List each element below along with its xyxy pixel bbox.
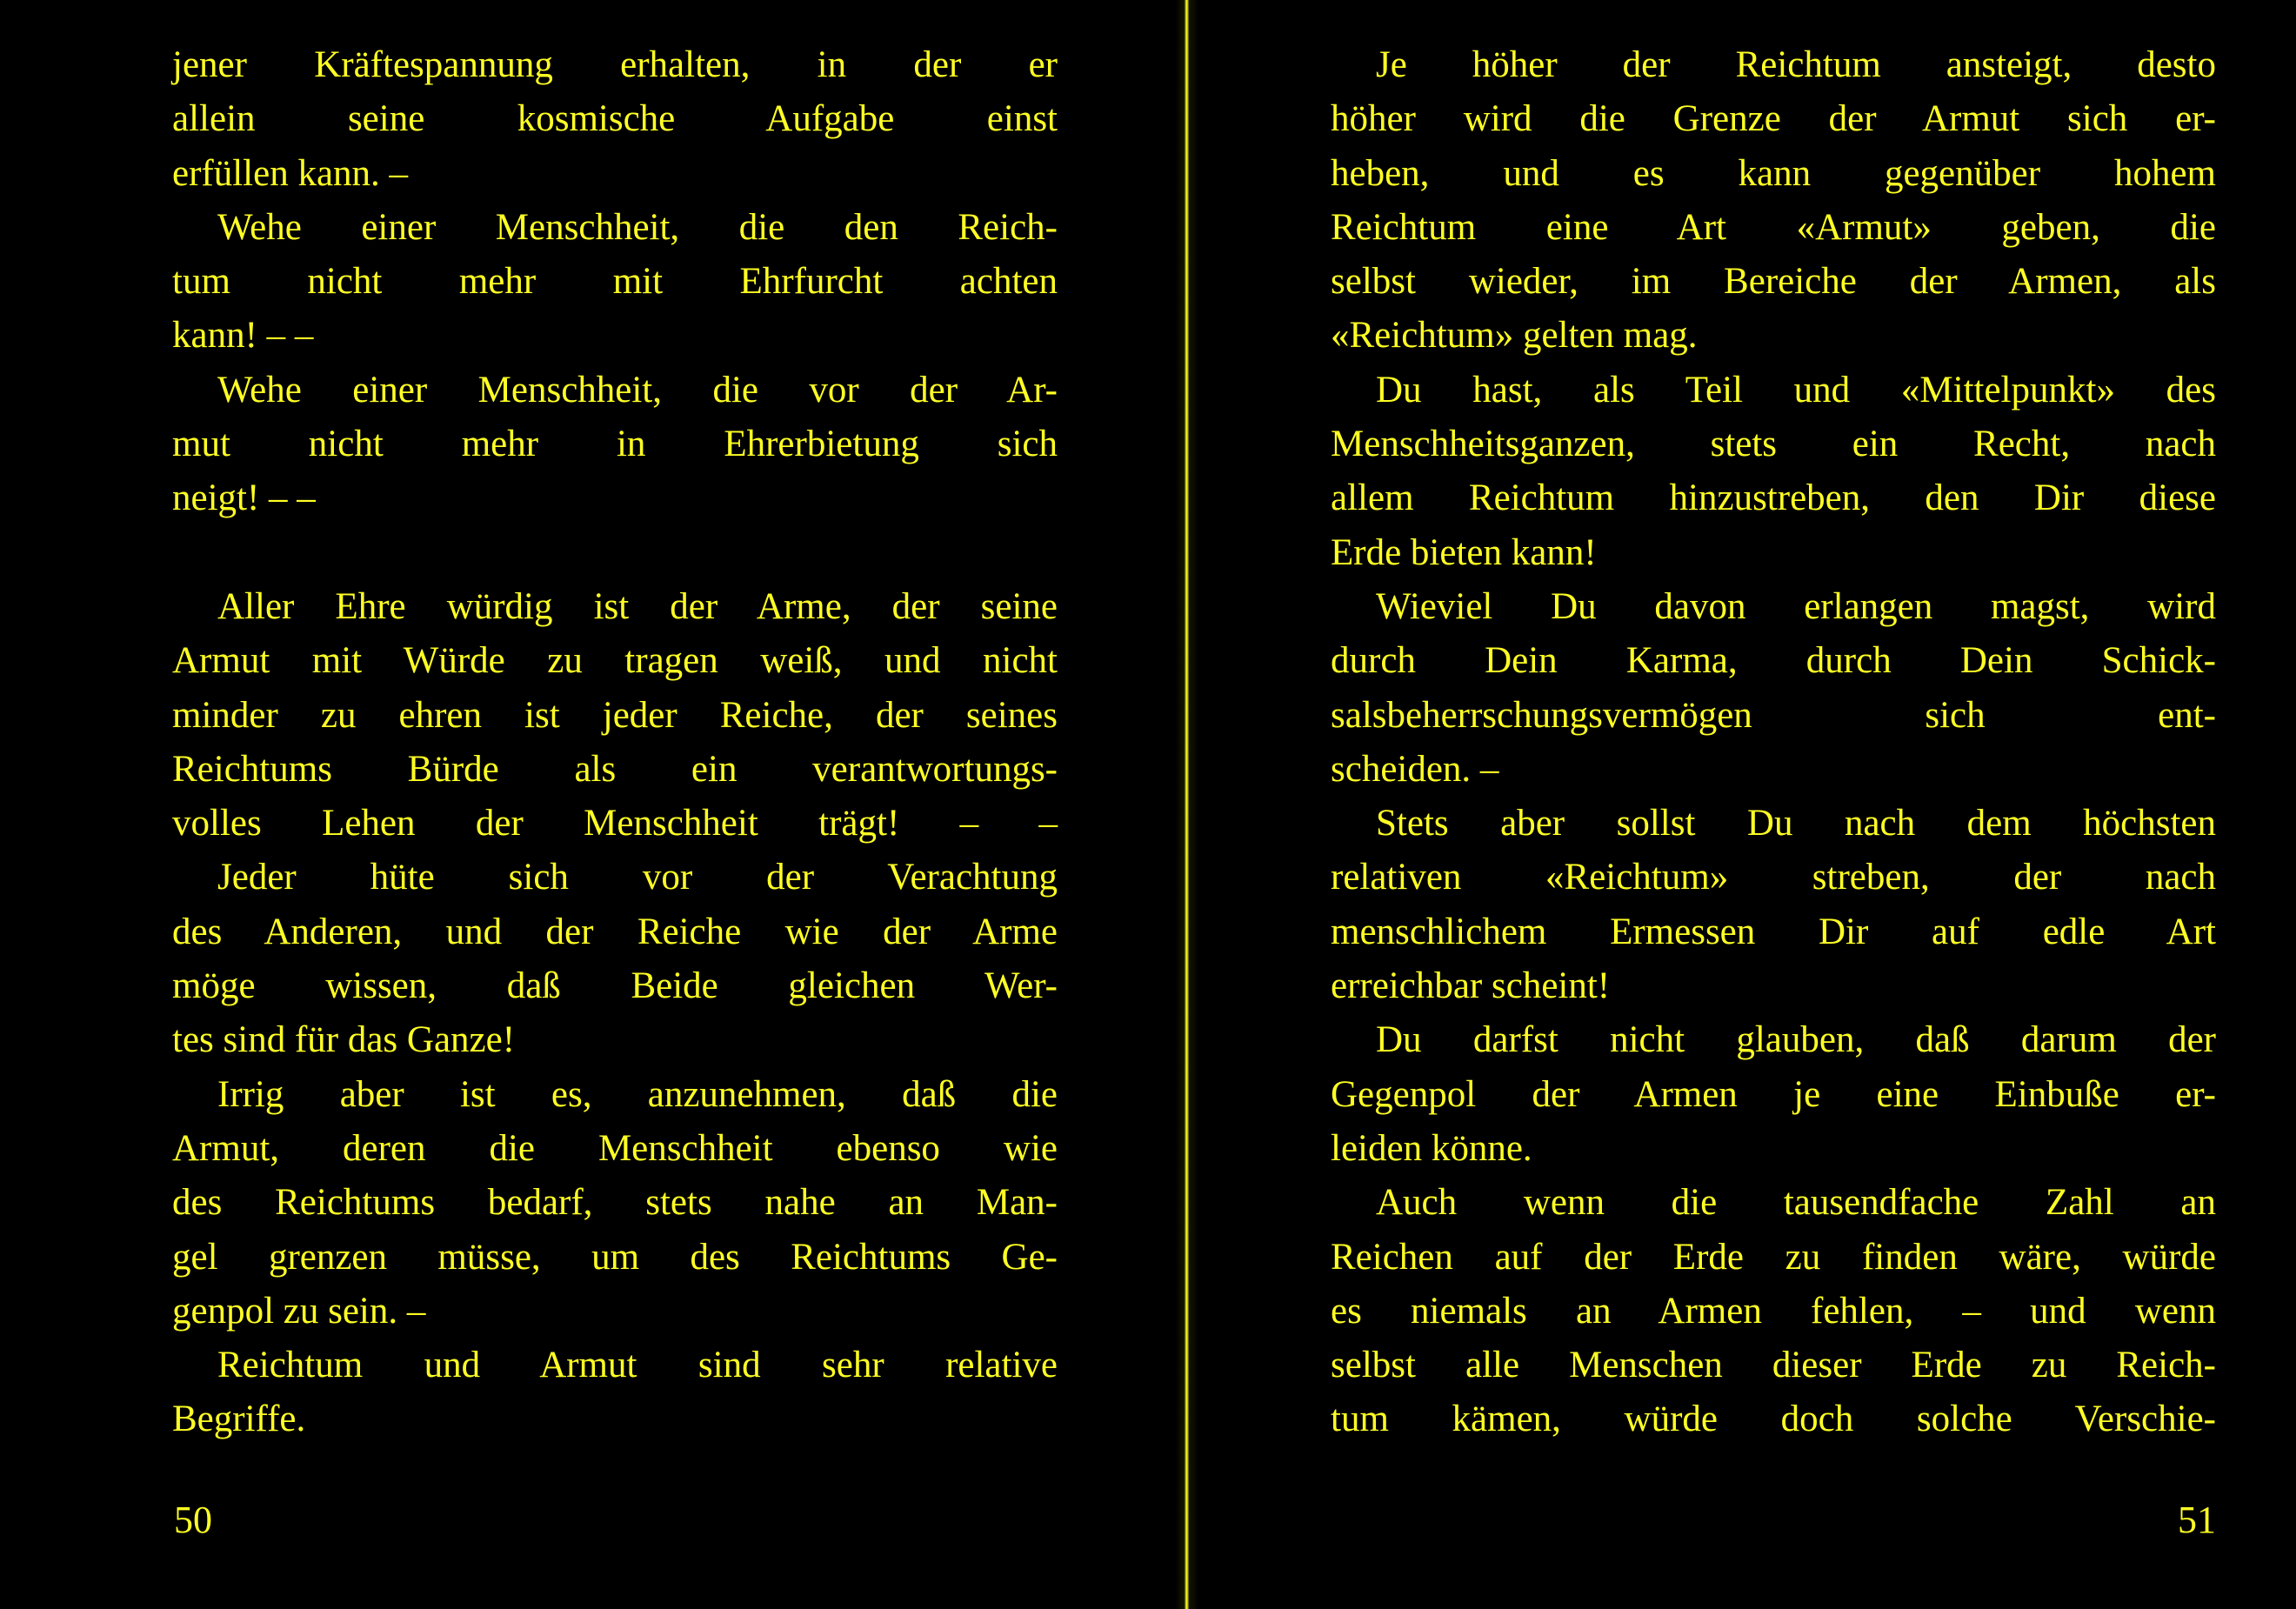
- text-line: erreichbar scheint!: [1331, 965, 1611, 1007]
- book-gutter: [1185, 0, 1189, 1609]
- text-line: jener Kräftespannung erhalten, in der er: [172, 44, 1058, 85]
- text-line: tum kämen, würde doch solche Verschie-: [1331, 1399, 2216, 1440]
- text-line: höher wird die Grenze der Armut sich er-: [1331, 98, 2216, 140]
- text-line: Armut mit Würde zu tragen weiß, und nicht: [172, 640, 1058, 682]
- text-line: selbst wieder, im Bereiche der Armen, als: [1331, 261, 2216, 303]
- text-line: genpol zu sein. –: [172, 1290, 426, 1332]
- text-line: Wehe einer Menschheit, die vor der Ar-: [217, 369, 1058, 411]
- text-line: scheiden. –: [1331, 748, 1499, 790]
- text-line: möge wissen, daß Beide gleichen Wer-: [172, 965, 1058, 1007]
- text-line: es niemals an Armen fehlen, – und wenn: [1331, 1290, 2216, 1332]
- text-line: Begriffe.: [172, 1399, 306, 1440]
- text-line: Du darfst nicht glauben, daß darum der: [1376, 1019, 2216, 1061]
- text-line: des Reichtums bedarf, stets nahe an Man-: [172, 1182, 1058, 1224]
- text-line: relativen «Reichtum» streben, der nach: [1331, 857, 2216, 898]
- text-line: Irrig aber ist es, anzunehmen, daß die: [217, 1073, 1058, 1115]
- text-line: tum nicht mehr mit Ehrfurcht achten: [172, 261, 1058, 303]
- text-line: mut nicht mehr in Ehrerbietung sich: [172, 424, 1058, 465]
- text-line: Wieviel Du davon erlangen magst, wird: [1376, 585, 2216, 627]
- text-line: heben, und es kann gegenüber hohem: [1331, 152, 2216, 194]
- text-line: Armut, deren die Menschheit ebenso wie: [172, 1127, 1058, 1169]
- text-line: kann! – –: [172, 315, 314, 357]
- left-page-text: [172, 38, 1058, 1447]
- text-line: selbst alle Menschen dieser Erde zu Reich-: [1331, 1345, 2216, 1386]
- text-line: allem Reichtum hinzustreben, den Dir diese: [1331, 477, 2216, 519]
- page-number: 50: [174, 1499, 212, 1541]
- text-line: durch Dein Karma, durch Dein Schick-: [1331, 640, 2216, 682]
- text-line: salsbeherrschungsvermögen sich ent-: [1331, 694, 2216, 736]
- text-line: Reichen auf der Erde zu finden wäre, würde: [1331, 1236, 2216, 1278]
- text-line: Reichtums Bürde als ein verantwortungs-: [172, 748, 1058, 790]
- text-line: Aller Ehre würdig ist der Arme, der seine: [217, 585, 1058, 627]
- page-number: 51: [2178, 1499, 2216, 1541]
- text-line: Auch wenn die tausendfache Zahl an: [1376, 1182, 2216, 1224]
- text-line: Menschheitsganzen, stets ein Recht, nach: [1331, 424, 2216, 465]
- text-line: Wehe einer Menschheit, die den Reich-: [217, 206, 1058, 248]
- text-line: tes sind für das Ganze!: [172, 1019, 516, 1061]
- text-line: Stets aber sollst Du nach dem höchsten: [1376, 803, 2216, 845]
- text-line: leiden könne.: [1331, 1127, 1532, 1169]
- text-line: Du hast, als Teil und «Mittelpunkt» des: [1376, 369, 2216, 411]
- text-line: «Reichtum» gelten mag.: [1331, 315, 1698, 357]
- text-line: gel grenzen müsse, um des Reichtums Ge-: [172, 1236, 1058, 1278]
- text-line: Gegenpol der Armen je eine Einbuße er-: [1331, 1073, 2216, 1115]
- text-line: allein seine kosmische Aufgabe einst: [172, 98, 1058, 140]
- text-line: neigt! – –: [172, 477, 316, 519]
- text-line: minder zu ehren ist jeder Reiche, der seines: [172, 694, 1058, 736]
- text-line: Reichtum und Armut sind sehr relative: [217, 1345, 1058, 1386]
- text-line: menschlichem Ermessen Dir auf edle Art: [1331, 911, 2216, 952]
- text-line: erfüllen kann. –: [172, 152, 409, 194]
- text-line: Erde bieten kann!: [1331, 531, 1597, 573]
- text-line: Je höher der Reichtum ansteigt, desto: [1376, 44, 2216, 85]
- text-line: Jeder hüte sich vor der Verachtung: [217, 857, 1058, 898]
- right-page-text: [1331, 38, 2216, 1447]
- text-line: volles Lehen der Menschheit trägt! – –: [172, 803, 1058, 845]
- text-line: des Anderen, und der Reiche wie der Arme: [172, 911, 1058, 952]
- text-line: Reichtum eine Art «Armut» geben, die: [1331, 206, 2216, 248]
